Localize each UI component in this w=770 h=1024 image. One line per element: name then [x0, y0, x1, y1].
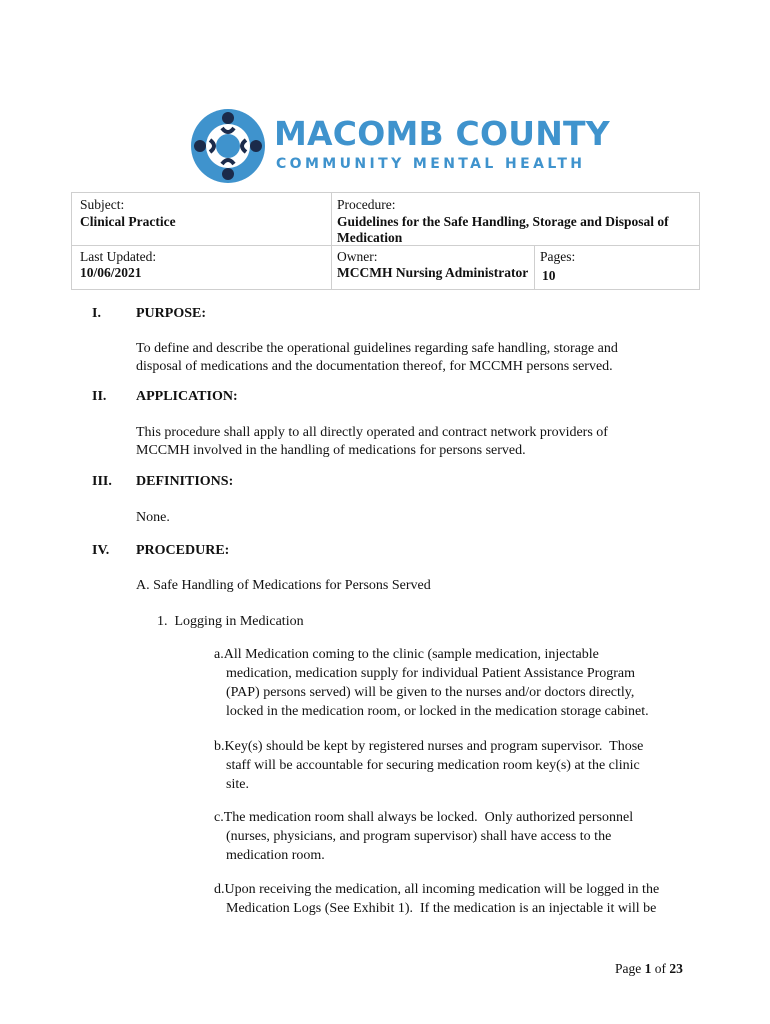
- section-title-procedure: PROCEDURE:: [136, 543, 230, 558]
- updated-label: Last Updated:: [80, 249, 157, 264]
- pages-label: Pages:: [540, 249, 576, 264]
- list-item-cont: locked in the medication room, or locked in the medication storage cabinet.: [226, 704, 649, 719]
- section-title-purpose: PURPOSE:: [136, 306, 206, 321]
- list-item-cont: Medication Logs (See Exhibit 1). If the medication is an injectable it will be: [226, 901, 657, 916]
- list-item-cont: (PAP) persons served) will be given to the nurses and/or doctors directly,: [226, 685, 635, 700]
- updated-value: 10/06/2021: [80, 265, 142, 280]
- list-item-cont: (nurses, physicians, and program supervisor) shall have access to the: [226, 829, 612, 844]
- application-line: This procedure shall apply to all directly operated and contract network providers of: [136, 425, 608, 440]
- section-number: II.: [92, 389, 107, 404]
- document-info-table: [71, 192, 700, 290]
- application-line: MCCMH involved in the handling of medications for persons served.: [136, 443, 526, 458]
- procedure-value-cont: Medication: [337, 230, 403, 245]
- list-item-heading: 1. Logging in Medication: [157, 614, 304, 629]
- list-item: a.All Medication coming to the clinic (sample medication, injectable: [214, 647, 599, 662]
- page-number: Page 1 of 23: [615, 961, 683, 976]
- list-item: d.Upon receiving the medication, all incoming medication will be logged in the: [214, 882, 660, 897]
- list-item: b.Key(s) should be kept by registered nurses and program supervisor. Those: [214, 739, 644, 754]
- list-item-cont: medication room.: [226, 848, 325, 863]
- logo-title: MACOMB COUNTY: [274, 114, 610, 153]
- purpose-line: To define and describe the operational guidelines regarding safe handling, storage and: [136, 341, 618, 356]
- list-item-cont: medication, medication supply for individual Patient Assistance Program: [226, 666, 636, 681]
- logo-subtitle: COMMUNITY MENTAL HEALTH: [276, 156, 586, 172]
- owner-label: Owner:: [337, 249, 378, 264]
- section-title-definitions: DEFINITIONS:: [136, 474, 234, 489]
- subject-label: Subject:: [80, 197, 125, 212]
- people-circle-icon: [190, 108, 266, 184]
- owner-value: MCCMH Nursing Administrator: [337, 265, 529, 280]
- section-number: III.: [92, 474, 112, 489]
- section-number: IV.: [92, 543, 110, 558]
- pages-value: 10: [542, 268, 556, 283]
- procedure-label: Procedure:: [337, 197, 396, 212]
- list-item-cont: site.: [226, 777, 249, 792]
- list-item: c.The medication room shall always be locked. Only authorized personnel: [214, 810, 634, 825]
- logo: [190, 108, 610, 188]
- procedure-value: Guidelines for the Safe Handling, Storage and Disposal of: [337, 214, 669, 229]
- subject-value: Clinical Practice: [80, 214, 176, 229]
- list-item-cont: staff will be accountable for securing medication room key(s) at the clinic: [226, 758, 640, 773]
- definitions-text: None.: [136, 510, 170, 525]
- purpose-line: disposal of medications and the documentation thereof, for MCCMH persons served.: [136, 359, 613, 374]
- section-title-application: APPLICATION:: [136, 389, 238, 404]
- section-number: I.: [92, 306, 101, 321]
- subsection-heading: A. Safe Handling of Medications for Persons Served: [136, 578, 431, 593]
